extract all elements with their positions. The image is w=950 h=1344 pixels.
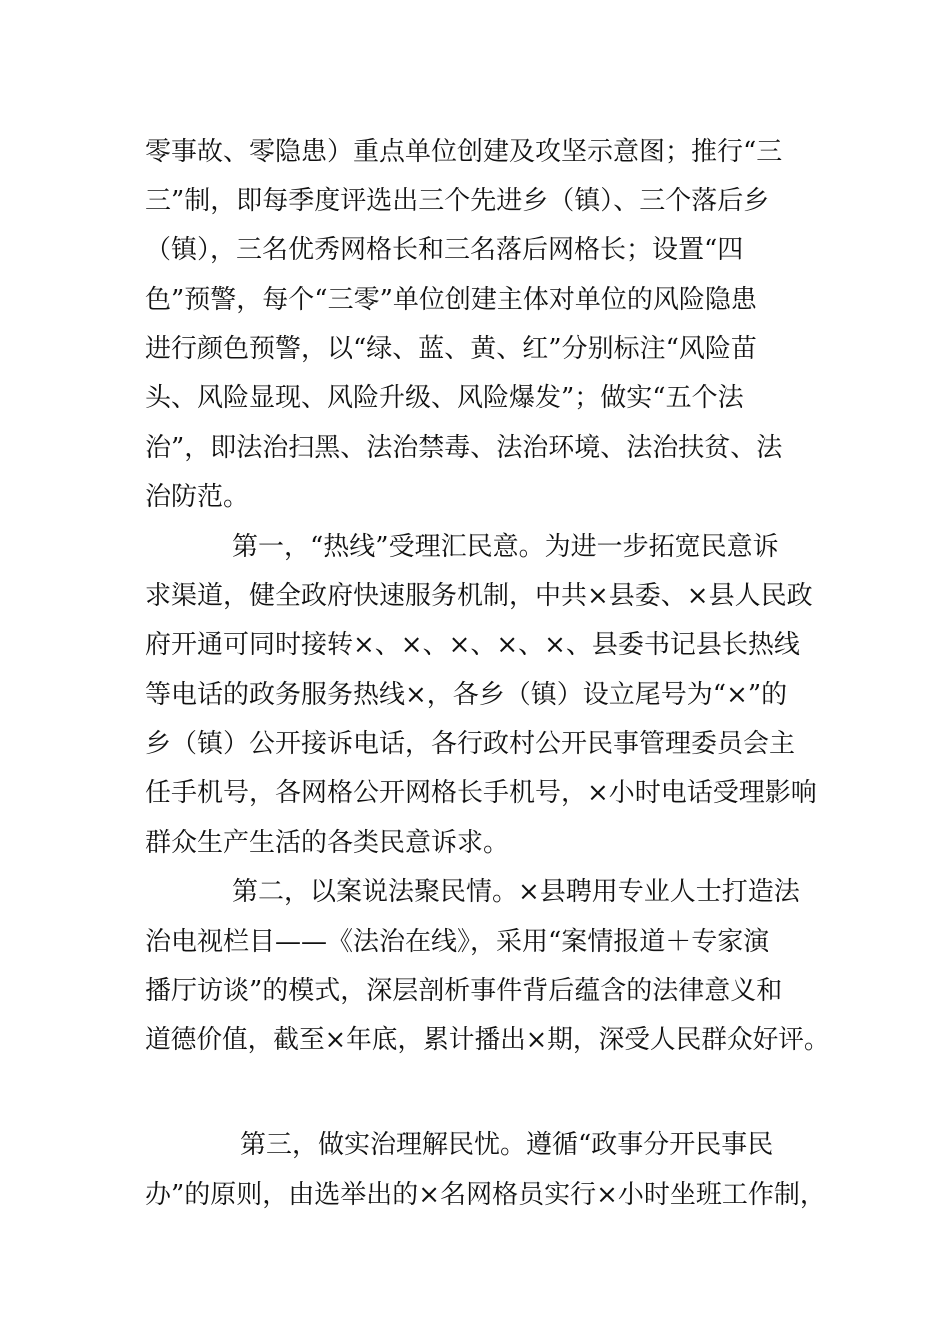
paragraph-3-line-1: 第二，以案说法聚民情。×县聘用专业人士打造法: [232, 877, 800, 907]
paragraph-1-line-3: （镇），三名优秀网格长和三名落后网格长；设置“四: [145, 235, 744, 265]
paragraph-1-line-5: 进行颜色预警，以“绿、蓝、黄、红”分别标注“风险苗: [145, 334, 757, 364]
paragraph-1-line-6: 头、风险显现、风险升级、风险爆发”；做实“五个法: [145, 383, 744, 413]
paragraph-2-line-5: 乡（镇）公开接诉电话，各行政村公开民事管理委员会主: [145, 729, 796, 759]
paragraph-1-line-4: 色”预警，每个“三零”单位创建主体对单位的风险隐患: [145, 285, 757, 315]
paragraph-2-line-3: 府开通可同时接转×、×、×、×、×、县委书记县长热线: [145, 630, 800, 660]
paragraph-2-line-6: 任手机号，各网格公开网格长手机号，×小时电话受理影响: [145, 778, 817, 808]
paragraph-1-line-2: 三”制，即每季度评选出三个先进乡（镇）、三个落后乡: [145, 186, 770, 216]
paragraph-4-line-2: 办”的原则，由选举出的×名网格员实行×小时坐班工作制，: [145, 1180, 826, 1210]
paragraph-1-line-1: 零事故、零隐患）重点单位创建及攻坚示意图；推行“三: [145, 137, 783, 167]
paragraph-3-line-4: 道德价值，截至×年底，累计播出×期，深受人民群众好评。: [145, 1025, 830, 1055]
paragraph-3-line-2: 治电视栏目——《法治在线》，采用“案情报道＋专家演: [145, 927, 770, 957]
paragraph-2-line-1: 第一，“热线”受理汇民意。为进一步拓宽民意诉: [232, 532, 779, 562]
paragraph-3-line-3: 播厅访谈”的模式，深层剖析事件背后蕴含的法律意义和: [145, 976, 783, 1006]
paragraph-2-line-7: 群众生产生活的各类民意诉求。: [145, 828, 510, 858]
paragraph-2-line-4: 等电话的政务服务热线×，各乡（镇）设立尾号为“×”的: [145, 680, 788, 710]
paragraph-2-line-2: 求渠道，健全政府快速服务机制，中共×县委、×县人民政: [145, 581, 813, 611]
paragraph-1-line-8: 治防范。: [145, 482, 250, 512]
paragraph-1-line-7: 治”，即法治扫黑、法治禁毒、法治环境、法治扶贫、法: [145, 433, 783, 463]
paragraph-4-line-1: 第三，做实治理解民忧。遵循“政事分开民事民: [240, 1130, 774, 1160]
